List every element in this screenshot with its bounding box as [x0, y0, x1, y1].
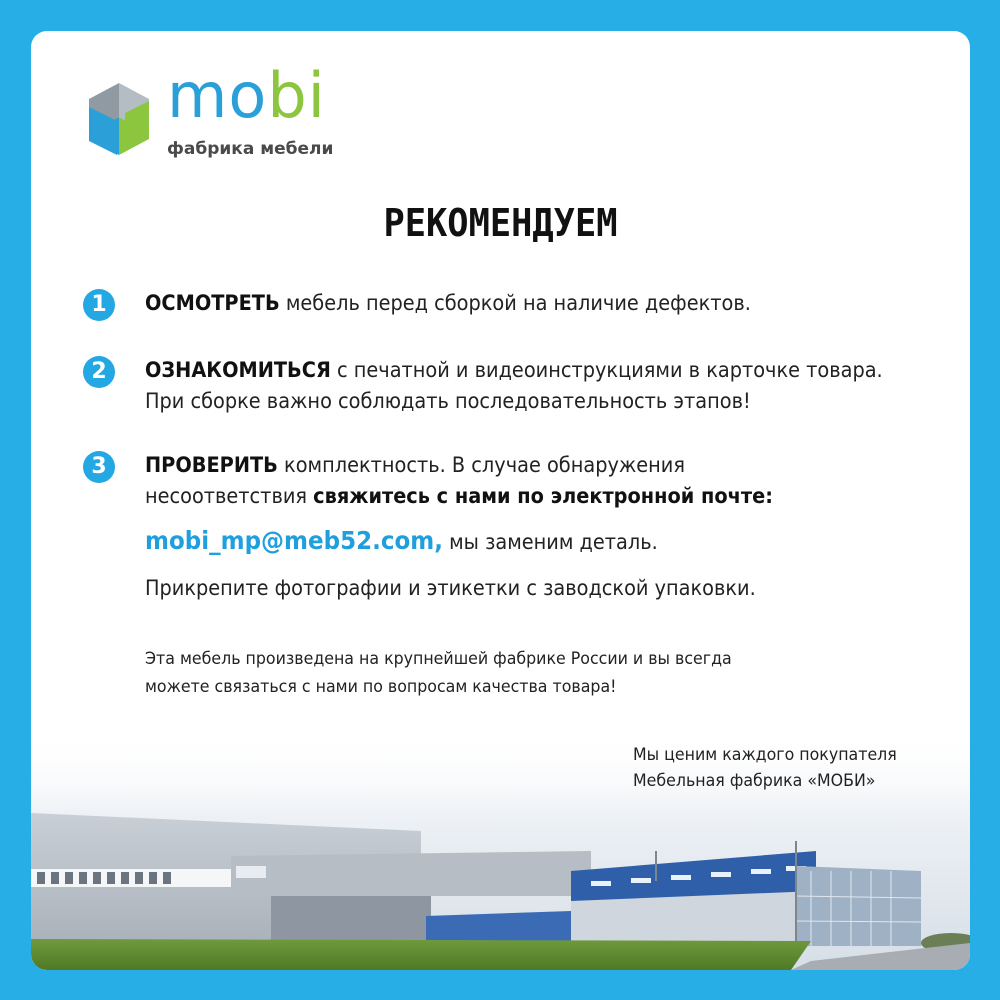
step-text	[145, 355, 883, 417]
step-contact-prompt: свяжитесь с нами по электронной почте:	[313, 484, 773, 508]
factory-note-line1: Эта мебель произведена на крупнейшей фабрике России и вы всегда	[145, 649, 732, 669]
page-title: РЕКОМЕНДУЕМ	[383, 201, 618, 245]
step-text	[145, 288, 751, 319]
step-description-line2: несоответствия	[145, 484, 314, 508]
step-number-badge: 2	[83, 356, 115, 388]
signature	[633, 742, 897, 794]
mobi-logo	[83, 59, 334, 173]
step-text	[145, 450, 773, 512]
step-keyword: ПРОВЕРИТЬ	[145, 453, 278, 477]
step-keyword: ОЗНАКОМИТЬСЯ	[145, 358, 331, 382]
signature-line2: Мебельная фабрика «МОБИ»	[633, 771, 876, 791]
email-suffix: мы заменим деталь.	[442, 530, 658, 554]
step-description-line2: При сборке важно соблюдать последовательность этапов!	[145, 389, 751, 413]
logo-bi: bi	[267, 59, 326, 132]
logo-subtitle: фабрика мебели	[167, 139, 334, 159]
step-description: комплектность. В случае обнаружения	[277, 453, 685, 477]
cube-logo-icon	[83, 77, 155, 157]
step-keyword: ОСМОТРЕТЬ	[145, 291, 280, 315]
logo-wordmark	[167, 59, 326, 132]
attach-instruction: Прикрепите фотографии и этикетки с заводской упаковки.	[145, 576, 756, 600]
step-description: мебель перед сборкой на наличие дефектов.	[279, 291, 751, 315]
step-number-badge: 1	[83, 289, 115, 321]
signature-line1: Мы ценим каждого покупателя	[633, 745, 897, 765]
step-number-badge: 3	[83, 451, 115, 483]
factory-note	[145, 645, 732, 701]
step-description: с печатной и видеоинструкциями в карточке товара.	[330, 358, 883, 382]
email-link[interactable]: mobi_mp@meb52.com,	[145, 526, 443, 555]
info-card	[31, 31, 970, 970]
email-line	[145, 526, 658, 555]
factory-note-line2: можете связаться с нами по вопросам качества товара!	[145, 677, 617, 697]
logo-mo: mo	[167, 59, 268, 132]
